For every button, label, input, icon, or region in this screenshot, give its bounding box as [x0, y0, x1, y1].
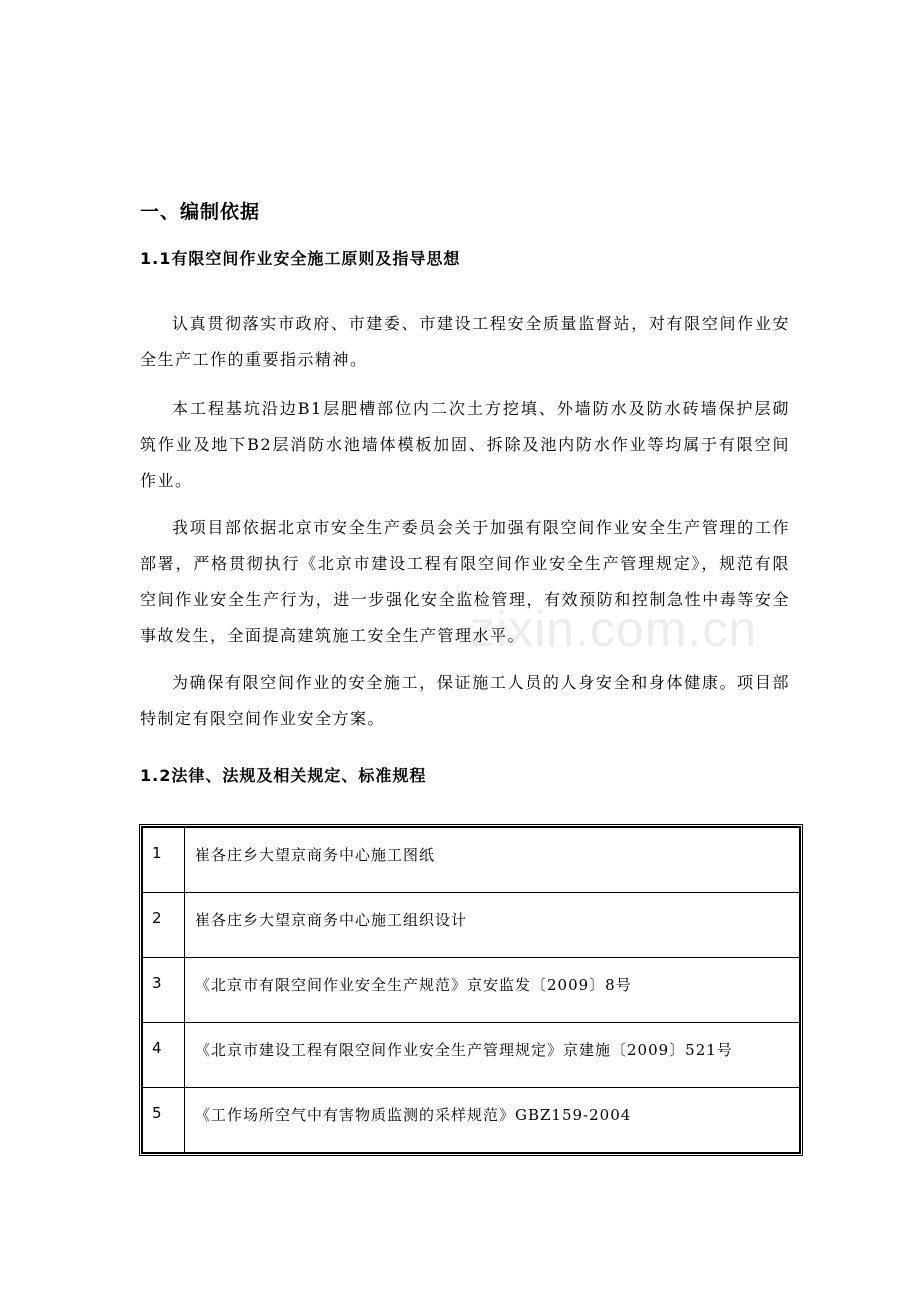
paragraph-2: 本工程基坑沿边B1层肥槽部位内二次土方挖填、外墙防水及防水砖墙保护层砌筑作业及地下B2层消防水池墙体模板加固、拆除及池内防水作业等均属于有限空间作业。 — [140, 399, 790, 490]
row-number: 1 — [143, 828, 185, 893]
row-text: 《北京市有限空间作业安全生产规范》京安监发〔2009〕8号 — [185, 958, 800, 1023]
regulations-table — [139, 824, 803, 1156]
watermark: zixin.com.cn — [470, 601, 758, 657]
row-number: 3 — [143, 958, 185, 1023]
table-row — [143, 828, 800, 893]
row-number: 4 — [143, 1023, 185, 1088]
row-text: 《工作场所空气中有害物质监测的采样规范》GBZ159-2004 — [185, 1088, 800, 1153]
table-row — [143, 1023, 800, 1088]
paragraph-4: 为确保有限空间作业的安全施工，保证施工人员的人身安全和身体健康。项目部特制定有限空间作业安全方案。 — [140, 673, 790, 728]
table-row — [143, 958, 800, 1023]
section-1-2-title: 1.2法律、法规及相关规定、标准规程 — [140, 766, 427, 785]
paragraph-1: 认真贯彻落实市政府、市建委、市建设工程安全质量监督站，对有限空间作业安全生产工作的重要指示精神。 — [140, 314, 790, 369]
table-row — [143, 893, 800, 958]
row-number: 2 — [143, 893, 185, 958]
row-number: 5 — [143, 1088, 185, 1153]
table-row — [143, 1088, 800, 1153]
row-text: 《北京市建设工程有限空间作业安全生产管理规定》京建施〔2009〕521号 — [185, 1023, 800, 1088]
row-text: 崔各庄乡大望京商务中心施工组织设计 — [185, 893, 800, 958]
section-1-1-title: 1.1有限空间作业安全施工原则及指导思想 — [140, 249, 461, 268]
paragraph-3: 我项目部依据北京市安全生产委员会关于加强有限空间作业安全生产管理的工作部署，严格贯彻执行《北京市建设工程有限空间作业安全生产管理规定》，规范有限空间作业安全生产行为，进一步强化安全监检管理，有效预防和控制急性中毒等安全事故发生，全面提高建筑施工安全生产管理水平。 — [140, 518, 790, 645]
row-text: 崔各庄乡大望京商务中心施工图纸 — [185, 828, 800, 893]
heading-basis: 一、编制依据 — [140, 201, 261, 223]
